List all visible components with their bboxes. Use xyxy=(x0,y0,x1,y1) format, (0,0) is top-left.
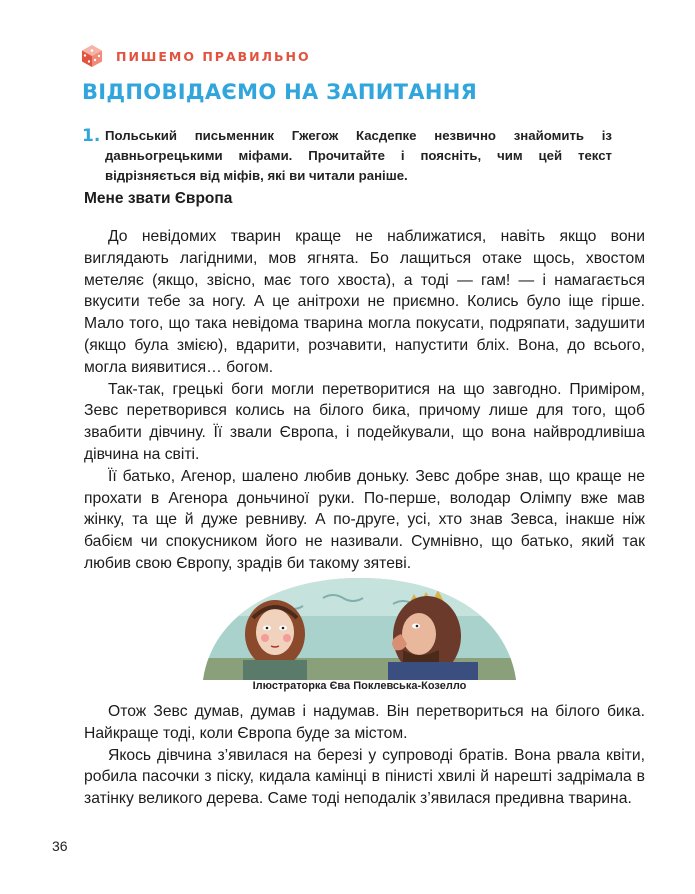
task-text: Польський письменник Гжегож Касдепке незвично знайомить із давньогрецькими міфами. Прочитайте і поясніть, чим цей текст відрізняється від міфів, які ви читали раніше. xyxy=(105,128,612,183)
task-block xyxy=(82,126,612,186)
story-paragraph: До невідомих тварин краще не наближатися, навіть якщо вони виглядають лагідними, мов ягнята. Бо лащиться отаке щось, хвостом метеляє (якщо, звісно, має того хвоста), а тоді — гам! — і намагається вкусити тебе за ногу. А це анітрохи не приємно. Колись було іще гірше. Мало того, що така невідома тварина могла покусати, подряпати, задушити (якщо була змією), вдарити, розчавити, напустити бліх. Вона, до всього, могла виявитися… богом. xyxy=(84,228,645,376)
page-title: ВІДПОВІДАЄМО НА ЗАПИТАННЯ xyxy=(82,80,478,104)
illustration-caption: Ілюстраторка Єва Поклевська-Козелло xyxy=(252,680,467,692)
story-paragraph: Так-так, грецькі боги могли перетворитися на що завгодно. Приміром, Зевс перетворився колись на білого бика, причому лише для того, щоб звабити дівчину. Її звали Європа, і подейкували, що вона найвродливіша дівчина на світі. xyxy=(84,380,645,463)
section-label: ПИШЕМО ПРАВИЛЬНО xyxy=(116,48,311,64)
story-paragraph: Отож Зевс думав, думав і надумав. Він перетвориться на білого бика. Найкраще тоді, коли Європа буде за містом. xyxy=(84,703,645,742)
story-title: Мене звати Європа xyxy=(84,190,233,207)
story-text-bottom xyxy=(84,701,645,810)
section-header xyxy=(80,44,311,68)
story-text-top xyxy=(84,226,645,575)
story-paragraph: Якось дівчина з’явилася на березі у супроводі братів. Вона рвала квіти, робила пасочки з піску, кидала камінці в пінисті хвилі й нарешті задрімала в затінку великого дерева. Саме тоді неподалік з’явилася предивна тварина. xyxy=(84,746,645,808)
illustration xyxy=(203,576,516,680)
task-number: 1. xyxy=(82,126,101,146)
dice-icon xyxy=(80,44,104,68)
page-number: 36 xyxy=(52,838,68,854)
story-paragraph: Її батько, Агенор, шалено любив доньку. Зевс добре знав, що краще не прохати в Агенора доньчиної руки. По-перше, володар Олімпу вже мав жінку, та ще й дуже ревниву. А по-друге, усі, хто знав Зевса, інакше ніж бабієм чи спокусником його не називали. Сумнівно, що батько, який так любив свою Європу, зрадів би такому зятеві. xyxy=(84,467,645,572)
